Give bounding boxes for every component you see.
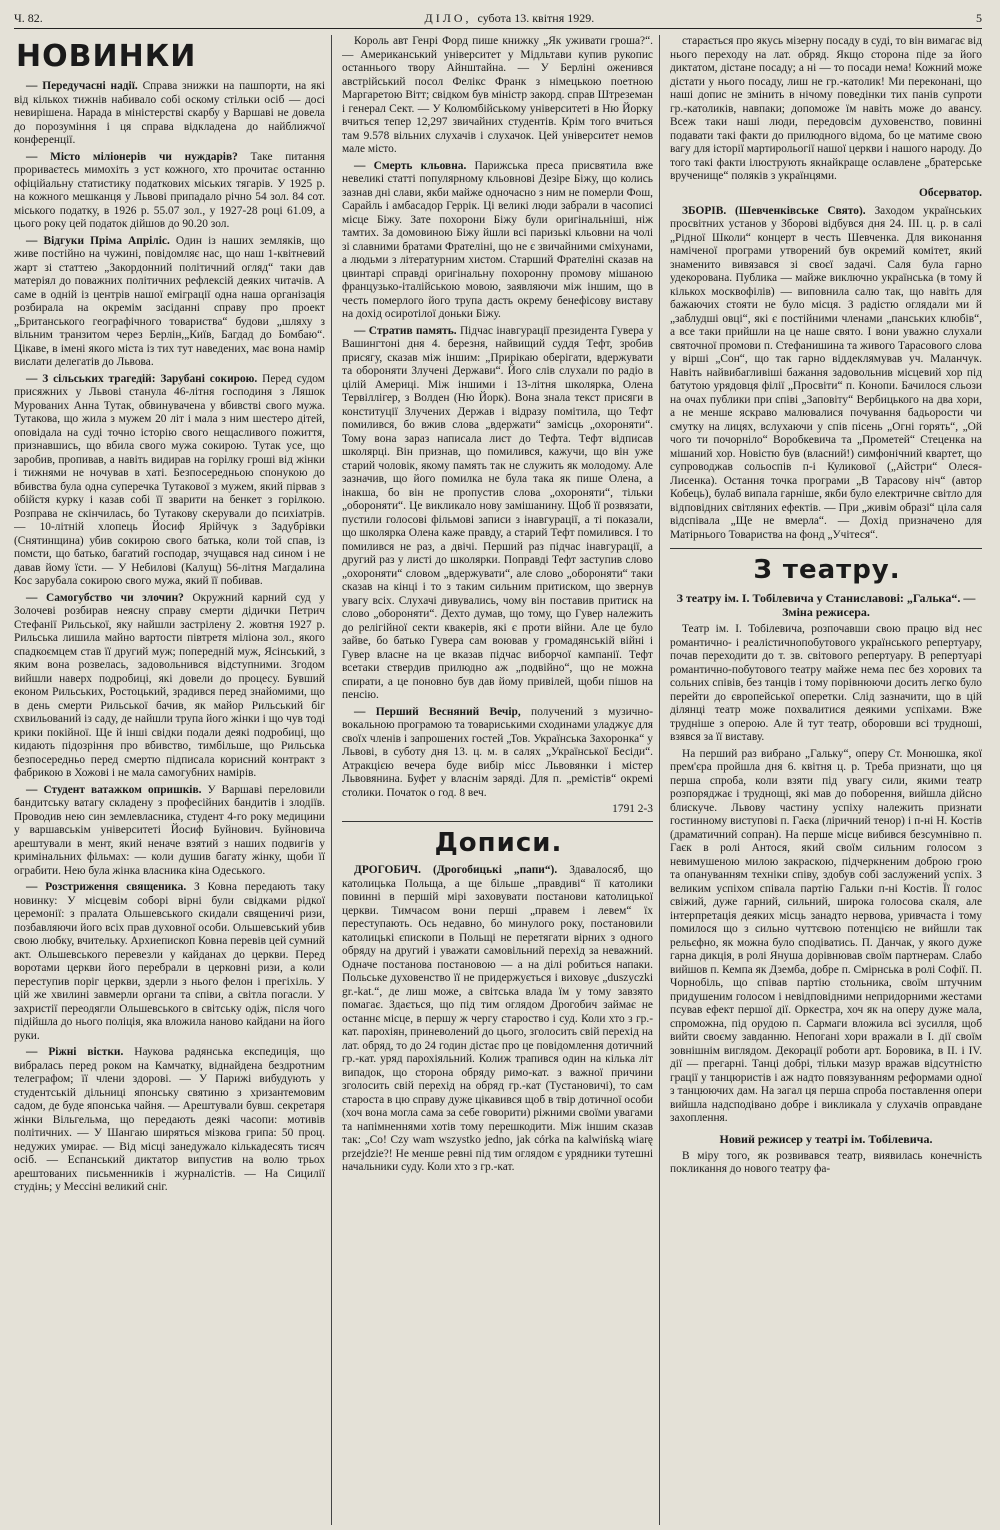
article-text: Наукова радянська експедиція, що вибралась перед роком на Камчатку, віднайдена бездротним телеграфом; її члени здорові. — У Парижі вибудують у студентській дільниці японську святиню з хризантемовим садом, де буде японська чайня. — Арештували бувш. секретаря жінки Вільгельма, що передають деякі часопи: мотивів політичних. — У Шангаю ширяться мізкова грипа: 50 проц. недужих умирає. — Від місці занедужало кількадесять тисяч осіб. — Еспанський диктатор випустив на волю трьох арештованих письменників і журналістів. — На Сицилії студінь; у Мессіні великий сніг. xyxy=(14,1046,325,1193)
article-paragraph xyxy=(14,592,325,781)
issue-number: Ч. 82. xyxy=(14,10,43,25)
column-1 xyxy=(14,35,332,1525)
article-paragraph xyxy=(342,864,653,1175)
article-lead: — Розстриження священика. xyxy=(26,881,187,893)
article-text: Король авт Генрі Форд пише книжку „Як уживати гроша?“. — Американський університет у Мідльтави купив рукопис останнього твору Айнштайна. — У Берліні оженився австрійський посол Фелікс Франк з німецькою поетною Маргаретою Вітт; свідком був міністр закорд. справ Штреземан і генерал Сект. — У Колюмбійському університеті в Ню Йорку вчиться тепер 12,297 звичайних студентів. Крім того вчиться там 9.578 вільних слухачів і слухачок. Цей університет немов мале місто. xyxy=(342,35,653,155)
column-3 xyxy=(670,35,982,1525)
article-lead: — Ріжні вістки. xyxy=(26,1046,124,1058)
article-paragraph xyxy=(14,881,325,1043)
article-text: Підчас інавгурації президента Гувера у Вашингтоні дня 4. березня, найвищий суддя Тефт, зробив присягу, сказав між іншим: „Прирікаю оберігати, вдержувати та обороняти Злучені Держави“. Його слів слухали по радіо в цілій Америці. Між іншими і 13-літня школярка, Олена Тервіллігер, з Волден (Ню Йорк). Вона знала текст присяги в конституції Злучених Держав і відразу помітила, що Тефт помилився, бо вжив слова „вдержати“ замісць „охороняти“. Тому вона зараз написала лист до Тефта. Тефт відписав школярці. Він признав, що помилився, кажучи, що він уже старий чоловік, якому память так не служить як молодому. Але зазначив, що його помилка не була така як пише Олена, а інакша, бо він не пропустив слова „охороняти“, тільки „обороняти“. Це викликало нову замішанину. Щоб її розвязати, пустили голосові фільмові записи з інавгурації, а ті показали, що школярка Олена каже правду, а старий Тефт помилився. І то помилився не раз, а двічі. Перший раз підчас інавгурації, а другий раз у листі до школярки. Поправді Тефт заступив слово „охороняти“ словом „вдержувати“, але слово „обороняти“ таки сказав на кінці і то з таким сильним притиском, що звернув увагу всіх. Слухачі дивувались, чому він поставив притиск на слово „обороняти“. Дехто думав, що тому, що Гувер належить до релігійної секти квакерів, які є проти війни. Але це було зайве, бо батько Гувера сам воював у громадянській війні і Гувер власне на це вказав підчас виборчої кампанії. Тефт всетаки ствердив прилюдно аж „подвійно“, що не можна спирати, а це поновно був дав йому привілей, щоби пішов на пенсію. xyxy=(342,324,653,701)
article-lead: — Смерть кльовна. xyxy=(354,159,467,172)
article-lead: — Стратив память. xyxy=(354,324,457,337)
article-text: Театр ім. І. Тобілевича, розпочавши свою працю від нес романтично- і реалістичнопобутового українського репертуару, почав переходити до т. зв. світового репертуару. В репертуарі романтично-побутового театру майже нема пес без хорових та сольних співів, без танців і тому порівнюючи досить легко було перейти до європейської оперетки. Слід зазначити, що в цій ділянці театр може похвалитися деякими успіхами. Вже трудніше з оперою. Але й тут театр, оборовши всі трудноші, взявся за її виставу. xyxy=(670,623,982,743)
article-lead: ДРОГОБИЧ. (Дрогобицькі „папи“). xyxy=(354,864,558,876)
article-text: Здавалосяб, що католицька Польща, а ще більше „правдиві“ її католики повинні в першій мірі заховувати постанови католицької церкви. Тимчасом вони перші „правем і левем“ їх переступають. Ось недавно, бо минулого року, постановили католицькі єпископи в Польщі не перетягати вірних з одного обряду на другий і уважати самовільний перехід за неважний. Одначе постанова постановою — а на ділі робиться напаки. Польське духовенство її не придержується і виховує „duszyczki gr.-kat.“, де лиш може, а світська влада їм у тому завзято помагає. Здається, що під тим оглядом Дрогобич займає не останнє місце, в першу ж чергу староство і суд. Коли хто з гр.-кат. парохіян, приневолений до цього, зголосить свій перехід на лат. обряд, то до 24 годин дістає про це повідомлення дотичний гр.-кат. уряд парохіяльний. Колиж трапився один на кілька літ випадок, що сторона обряду римо-кат. з важної причини зголосить свій перехід на обряд гр.-кат (Тустановичі), то сам староста в цю справу дуже цікавився щоб в твір дотичної особи (хоч вона могла сама за себе говорити) ріжними своїми увагами та напімненнями хотів тому перешкодити. Між іншим сказав так: „Co! Czy wam wszystko jedno, jak córka na kalwińską wiarę przejdzie?! Не менше ревні під тим оглядом є урядники тутешні начальники суду. Коли хто з гр.-кат. xyxy=(342,864,653,1173)
masthead-title xyxy=(425,11,595,26)
masthead xyxy=(14,8,982,29)
col3-articles xyxy=(670,35,982,184)
col2-articles xyxy=(342,35,653,800)
article-text: Один із наших земляків, що живе постійно на чужині, повідомляє нас, що наш 1-квітневий жарт зі статтею „Закордонний політичний огляд“ таки дав матеріял до поважних політичних рефлексій деяких читачів. А саме в одній із центрів нашої еміграції одна наша організація розбирала на окремім засіданні справу про проект „Британського географічного товариства“ будови „шляху з вільним транзитом через Берлін,„Київ, Багдад до Бомбаю“. Цікаве, в імені якого міста із тих тут наведених, має вона намір вислати делегатів до Львова. xyxy=(14,234,325,368)
article-lead: — З сільських трагедій: Зарубані сокирою. xyxy=(26,372,258,385)
issue-date: субота 13. квітня 1929. xyxy=(477,10,595,25)
article-text: У Варшаві переловили бандитську ватагу складену з професійних бандитів і злодіїв. Проводив нею син землевласника, студент 4-го року медицини у варшавськім університеті Йосиф Буйнович. Буйновича арештували в мент, який неначе взятий з наших подвигів у кримінальних фільмах: — коли душив багату жінку, щоби її ограбити. Нею була жінка власника кіна Одеського. xyxy=(14,783,325,877)
theatre-articles xyxy=(670,623,982,1126)
article-paragraph xyxy=(342,325,653,703)
article-lead: — Студент ватажком опришків. xyxy=(26,783,202,796)
section-title-novynky: НОВИНКИ xyxy=(16,39,197,74)
article-paragraph xyxy=(670,623,982,745)
article-lead: — Самогубство чи злочин? xyxy=(26,591,184,604)
theatre-tail: В міру того, як розвивався театр, виявилась конечність покликання до нового театру фа- xyxy=(670,1149,982,1175)
article-paragraph xyxy=(342,35,653,157)
theatre-subheading: З театру ім. І. Тобілевича у Станиславові: „Галька“. — Зміна режисера. xyxy=(676,591,976,619)
divider xyxy=(670,548,982,549)
article-paragraph xyxy=(342,706,653,801)
col1-articles xyxy=(14,80,325,1195)
article-lead: — Передучасні надії. xyxy=(26,80,138,92)
article-text: Перед судом присяжних у Львові станула 46-літня господиня з Ляшок Мурованих Анна Тутак, обвинувачена у вбивстві свого мужа. Тутакова, що жила з мужем 20 літ і мала з ним шестеро дітей, оповідала на суді точно історію свого нещасливого пожиття, признавшись, що вбила свого мужа сокирою. Тутак усе, що заробив, пропивав, а навіть видирав на горілку гроші від жінки і тижнями не ночував в хаті. Безпосередньою спонукою до вбивства була одна суперечка Тутакової з мужем, який пірвав з обійстя курку і казав собі її зварити на бенкет з горілкою. Розправа не скінчилась, бо Тутакову скерували до психіатрів. — 10-літній хлопець Йосиф Ярійчук з Задубрівки (Снятинщина) убив сокирою свого батька, коли той спав, із помсти, що батько, багатий господар, зчущався над сином і не давав йому їсти. — У Небилові (Калущ) 56-літня Магдалина Кос зарубала сокирою свого мужа, який її побивав. xyxy=(14,372,325,587)
section-title-theatre: З театру. xyxy=(753,555,901,585)
article-paragraph xyxy=(14,373,325,589)
article-paragraph xyxy=(14,1046,325,1195)
article-paragraph xyxy=(670,35,982,184)
article-zboriv: ЗБОРІВ. (Шевченківське Свято). Заходом українських просвітних установ у Зборові відбувся дня 24. III. ц. р. в салі „Рідної Школи“ концерт в честь Шевченка. Для виконання наміченої програми утворений був окремий комітет, який знаменито вивязався зі своєї задачі. Саля була гарно удекорована. Публика — майже виключно українська (в тому й кількох москвофілів) — виповнила салю так, що навіть для бажаючих стояти не було місця. З радістю оглядали ми й „заблудші овці“, які є постійними членами „панських клюбів“, а все таки прийшли на це наше свято. І вони уважно слухали святочної промови п. Стефанишина та живого Тарасового слова у вірші „Сон“, що так гарно віддеклямував уч. Маланчук. Навіть найвибагливіші бажання задовольнив місцевий хор під батутою урядовця філії „Просвіти“ п. Конопи. Бачилося сльози на очах публики при співі „Заповіту“ Вербицького на два хори, а не менше яскраво малювалися почування бадьорости чи смутку на лицях, вслухаючи у спів пісень „Огні горять“, „Ой чого ти почорніло“ Воробкевича та „Прометей“ Стеценка на мішаний хор. Новістю був (власний!) симфонічний квартет, що супроводжав сольоспів п-і Куликової („Айстри“ Олеся-Лисенка). Остання точка програми „В Тарасову ніч“ (автор Кобець), булаб випала гарніше, якби було електричне світло для відповідних світляних ефектів. — При „живім образі“ ціла саля відспівала „Ще не вмерла“. — Дохід призначено для Матірнього Товариства на фонд „Учітеся“. xyxy=(670,204,982,541)
article-paragraph xyxy=(670,748,982,1126)
article-paragraph xyxy=(342,160,653,322)
article-text: Справа знижки на пашпорти, на які від кількох тижнів набивало собі оскому стільки осіб — досі невирішена. Нарада в міністерстві скарбу у Варшаві не довела до порозуміння і ця справа відкладена до найближчої конференції. xyxy=(14,80,325,146)
divider xyxy=(342,821,653,822)
article-paragraph xyxy=(14,80,325,148)
column-2 xyxy=(342,35,660,1525)
theatre-subheading-2: Новий режисер у театрі ім. Тобілевича. xyxy=(719,1131,933,1146)
dopysy-articles xyxy=(342,864,653,1175)
section-title-dopysy: Дописи. xyxy=(434,828,563,858)
article-lead: — Відгуки Пріма Апріліс. xyxy=(26,234,170,247)
article-text: получений з музично-вокальною програмою та товариськими сходинами уладжує для своїх членів і запрошених гостей „Тов. Українська Захоронка“ у Львові, в суботу дня 13. ц. м. в салях „Української Бесіди“. Атракцією вечера буде вибір місс Львовянки і містер Львовянина. Буфет у власнім заряді. Для п. „ремістів“ окремі столики. Початок о год. 8 веч. xyxy=(342,705,653,799)
ad-reference-line xyxy=(342,803,653,815)
signature-observator: Обсерватор. xyxy=(918,186,982,199)
article-paragraph xyxy=(14,784,325,879)
article-paragraph xyxy=(14,151,325,232)
article-text: Таке питання прориваєтесь мимохіть з уст кожного, хто прочитає останню офіційальну статистику податкових міських тягарів. У 1925 р. на кожного мешканця у Львові припадало річно 54 зол. 84 сот. міського податку, в 1926 р. 55.07 зол., у 1927-28 році 61.09, а цього року цей податок дійшов до 90.20 зол. xyxy=(14,150,325,230)
article-text: Окружний карний суд у Золочеві розбирав неясну справу смерти дідички Петрич Стефанії Рильської, яку найшли застрілену 2. жовтня 1927 р. Рильська лишила майно вартости півтретя міліона зол., якого спадкоємцем став її другий муж; попередній муж, Ясінський, з яким вона розвелась, задовольнився відступними. Згодом вийшли наверх подробиці, які довели до процесу. Бувший економ Рильських, Ростоцький, зрадився перед знайомими, що в день смерти Рильської бачив, як майор Рильський біг схвильований із саду, де найшли трупа його жінки і що чув тоді крики покійної. Ще й інші свідки подали деякі подробиці, що кидають підозріння про вбивство, тимбільше, що Рильська безпосередньо перед смертю підписала корисний контракт з фабрикою в Хожові і не мала самогубних намірів. xyxy=(14,591,326,779)
ad-ref: 1791 2-3 xyxy=(612,803,653,815)
paper-name: ДІЛО, xyxy=(424,10,472,25)
article-text: На перший раз вибрано „Гальку“, оперу Ст. Монюшка, якої прем'єра пройшла дня 6. квітня ц. р. Треба признати, що ця перша спроба, коли взяти під увагу сили, якими театр розпоряджає і труднощі, які мав до поборення, вийшла дійсно блискуче. Львову частину успіху належить признати гостинному виступові п. Гаєка (ліричний тенор) і п-ні Н. Костів (драматичний сопран). На перше місце вибився безсумнівно п. Гаєк в ролі Антося, який своїм сильним голосом з невимушеною милою закраскою, підчеркненим доброю грою та опануванням техніки співу, здобув собі заслужений успіх. З великим успіхом співала партію Гальки п-ні Костів. Її голос свіжий, дуже гарний, сильний, широка голосова скаля, але інтерпретація деяких місць занадто нервова, уривчаста і тому помилося що з сильно чуттєвою потенцією не вийшли так рельєфно, як можна було сподіватись. П. Данчак, у якого дуже гарна дикція, в ролі Януша дорівнював своїм партнерам. Слабо вийшов п. Кемпа як Дземба, добре п. Смірнська в ролі Софії. П. Чорнобіль, що співав партію стольника, своїм штучним придушеним голосом і невідповідними непридорними жестами псував ефект першої дії. Оркестра, хоч як на оперу дуже мала, спроможна, під орудою п. Сармаги вложила всі зусилля, щоб вийти своєму завданню. Непогані хори вражали в I. дії своїм зовнішнім виглядом. Декорації роботи арт. Боровика, в II. і IV. дії — прегарні. Танці добрі, тільки мазур вражав відсутністю грації у танцюристів і аж надто повязуванням реформами одної з танцюючих дам. На загал ця перша спроба поставлення опери вийшла надсподівано добре і викликала у слухачів оправдане захоплення. xyxy=(670,747,982,1124)
article-lead: — Перший Весняний Вечір, xyxy=(354,705,521,718)
article-paragraph xyxy=(14,235,325,370)
article-text: Парижська преса присвятила вже невеликі статті популярному кльовнові Дезіре Біжу, що колись зазнав дні слави, якби майже одночасно з ним не померли Фош, Сарайль і амбасадор Геррік. Ці великі люди забрали в часописі місце Біжу. Зате похорони Біжу були оригінальніші, ніж тамтих. За домовиною Біжу йшли всі паризькі кльовни на чолі зі славними братами Фрателіні, що не є звичайними сміхунами, а людьми з літературним хистом. Старший Фрателіні сказав на цвинтарі справді оригінальну похоронну промову мішаною французько-італійською мовою, заявляючи між іншим, що в честь померлого його трупа дасть окрему бенефісову виставу на дохід осиротілої доньки Біжу. xyxy=(342,159,653,320)
article-text: З Ковна передають таку новинку: У місцевім соборі вірні були свідками рідкої церемонії: з пралата Ольшевського скидали священичі ризи, позбавляючи його всіх прав духовної особи. Ольшевський убив свою любку, вчительку. Архиепископ Ковна перевів цей сумний акт. Ольшевського перевезли у кайданах до церкви. Перед воротами церкви його перебрали в церковні ризи, а коли переступив поріг церкви, здерли з нього фелон і прегіхіль. У цій же хвилині завмерли органи та співи, а світла погасли. У захристії переодягли Ольшевського в світську одіж, після чого підійшла до нього поліція, яка вложила наново кайдани на його руки. xyxy=(14,881,325,1042)
article-text: старається про якусь мізерну посаду в суді, то він вимагає від нього переходу на лат. обряд. Якщо сторона піде за його диктатом, дістане посаду; а ні — то посади нема! Кожний може дістати у нього посаду, лиш не гр.-католик! Ми переконані, що наші допис не змінить в нічому поведінки тих панів супроти гр.-католиків, навпаки; допоможе їм навіть може до авансу. Всеж таки наші люди, передовсім духовенство, повинні подавати такі факти до прилюдного відома, бо це матиме свою вагу для історії мартирольогії нашої церкви і нашого народу. До того такі факти ілюструють якнайкраще ославлене „братерське врученище“ поляків з українцями. xyxy=(670,35,982,182)
page-number: 5 xyxy=(975,10,982,25)
article-lead: — Місто міліонерів чи нуждарів? xyxy=(26,150,238,163)
